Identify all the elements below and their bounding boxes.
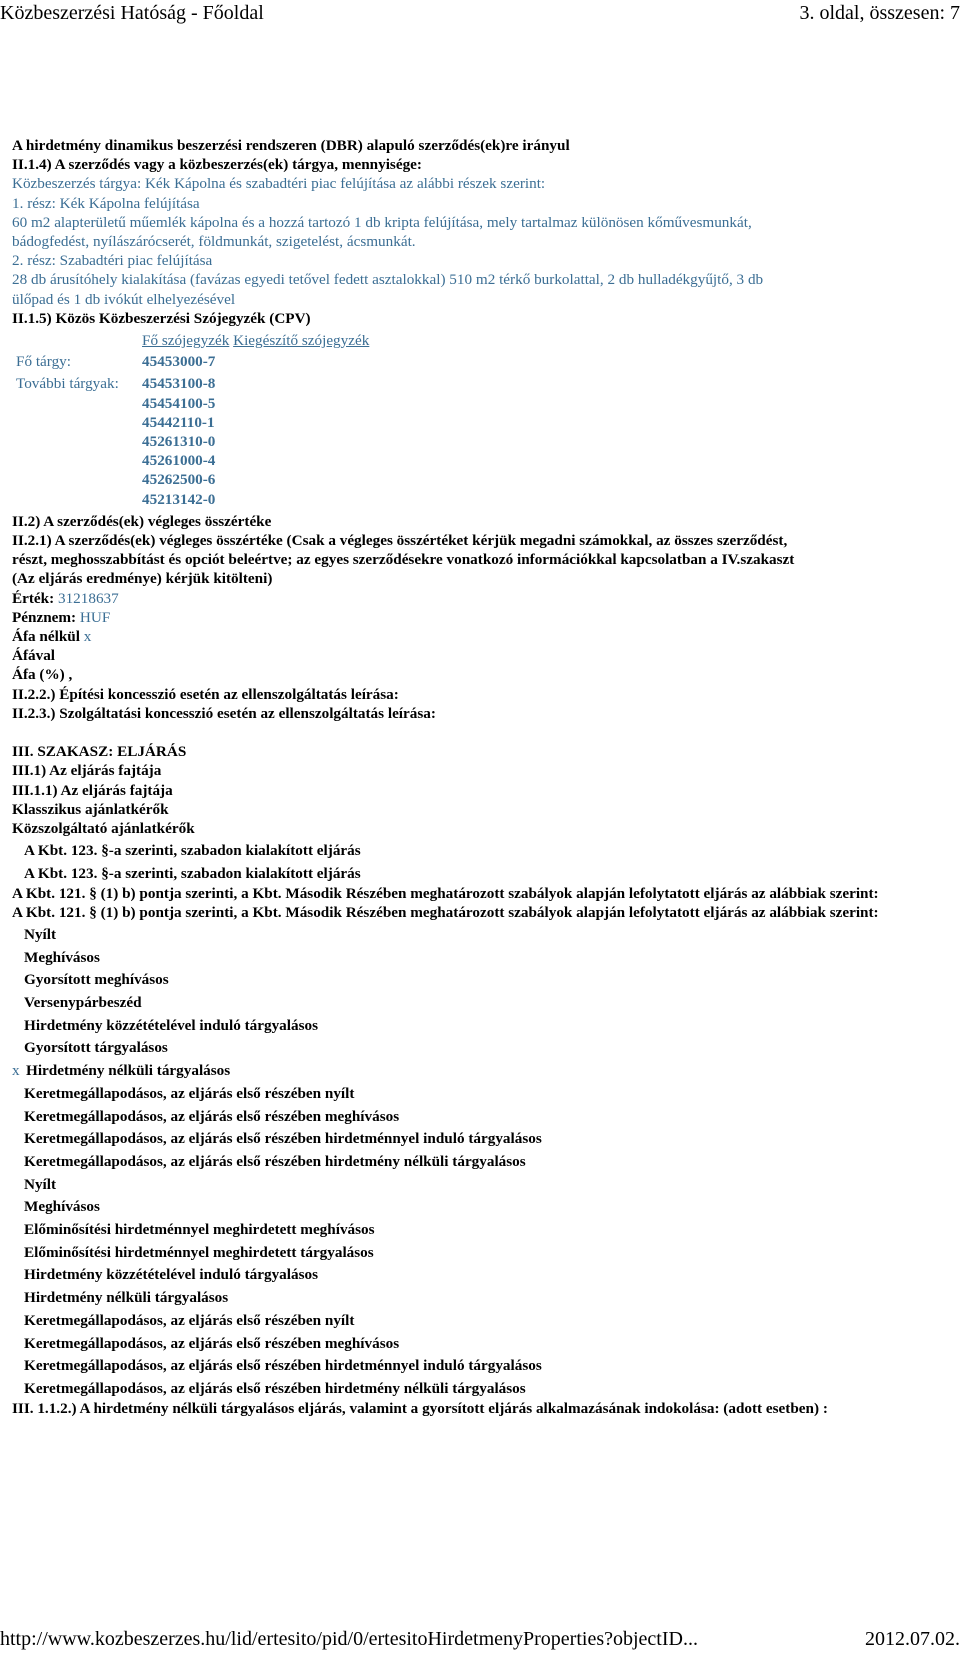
- vat-included-label: Áfával: [12, 647, 56, 665]
- value-amount: 31218637: [57, 589, 119, 607]
- section-iii-title: III. SZAKASZ: ELJÁRÁS: [12, 743, 187, 761]
- section-iii11: III.1.1) Az eljárás fajtája: [12, 781, 173, 799]
- procedure-option-selected: [12, 1061, 947, 1081]
- currency-value: HUF: [79, 608, 111, 626]
- section-ii14-title: II.1.4) A szerződés vagy a közbeszerzés(ek) tárgya, mennyisége:: [12, 156, 422, 174]
- procedure-option: Hirdetmény közzétételével induló tárgyalásos: [24, 1266, 318, 1284]
- utility-contracting-label: Közszolgáltató ajánlatkérők: [12, 819, 195, 837]
- procedure-option: Hirdetmény nélküli tárgyalásos: [24, 1289, 229, 1307]
- section-ii2-title: II.2) A szerződés(ek) végleges összértéke: [12, 512, 272, 530]
- cpv-title: II.1.5) Közös Közbeszerzési Szójegyzék (CPV): [12, 309, 311, 327]
- ii21-line: II.2.1) A szerződés(ek) végleges összértéke (Csak a végleges összértéket kérjük megadni számokkal, az összes szerződést,: [12, 532, 788, 550]
- spacer: [12, 723, 947, 742]
- procedure-option: Előminősítési hirdetménnyel meghirdetett tárgyalásos: [24, 1243, 374, 1261]
- print-header: [0, 0, 960, 34]
- value-row: [12, 589, 947, 608]
- header-title: Közbeszerzési Hatóság - Főoldal: [0, 2, 264, 24]
- vat-excluded-row: [12, 627, 947, 646]
- selected-mark: x: [12, 1062, 20, 1080]
- section-iii1: III.1) Az eljárás fajtája: [12, 762, 162, 780]
- cpv-other-codes: [142, 374, 215, 511]
- cpv-main-row: [16, 352, 215, 374]
- kbt121-paragraph: A Kbt. 121. § (1) b) pontja szerinti, a Kbt. Második Részében meghatározott szabályok alapján lefolytatott eljárás az alábbiak szerint:: [12, 884, 879, 902]
- kbt121-paragraph: A Kbt. 121. § (1) b) pontja szerinti, a Kbt. Második Részében meghatározott szabályok alapján lefolytatott eljárás az alábbiak szerint:: [12, 903, 879, 921]
- cpv-tabs: [12, 331, 947, 350]
- ii14-line: bádogfedést, nyílászárócserét, földmunkát, szigetelést, ácsmunkát.: [12, 233, 416, 251]
- procedure-option: Meghívásos: [24, 1198, 100, 1216]
- cpv-main-label: Fő tárgy:: [16, 353, 71, 371]
- procedure-option: Előminősítési hirdetménnyel meghirdetett meghívásos: [24, 1221, 375, 1239]
- cpv-other-label: További tárgyak:: [16, 375, 119, 393]
- cpv-supplementary-vocab-link[interactable]: Kiegészítő szójegyzék: [233, 332, 370, 350]
- procedure-option: Hirdetmény közzétételével induló tárgyalásos: [24, 1016, 318, 1034]
- document-body: [12, 136, 947, 1418]
- cpv-main-code: 45453000-7: [142, 353, 216, 371]
- procedure-option: Keretmegállapodásos, az eljárás első részében nyílt: [24, 1311, 355, 1329]
- procedure-option: Keretmegállapodásos, az eljárás első részében hirdetménnyel induló tárgyalásos: [24, 1357, 542, 1375]
- footer-url: http://www.kozbeszerzes.hu/lid/ertesito/pid/0/ertesitoHirdetmenyProperties?objectID...: [0, 1628, 698, 1650]
- procedure-option: A Kbt. 123. §-a szerinti, szabadon kialakított eljárás: [24, 842, 361, 860]
- cpv-other-row: [16, 374, 215, 511]
- value-label: Érték:: [12, 589, 55, 607]
- cpv-code: 45213142-0: [142, 490, 216, 508]
- procedure-option: Gyorsított meghívásos: [24, 971, 169, 989]
- cpv-code: 45261310-0: [142, 433, 216, 451]
- vat-excluded-mark: x: [83, 628, 92, 646]
- ii14-line: 1. rész: Kék Kápolna felújítása: [12, 194, 200, 212]
- ii14-line: Közbeszerzés tárgya: Kék Kápolna és szabadtéri piac felújítása az alábbi részek szerint:: [12, 175, 546, 193]
- dbr-heading: A hirdetmény dinamikus beszerzési rendszeren (DBR) alapuló szerződés(ek)re irányul: [12, 137, 570, 154]
- currency-label: Pénznem:: [12, 608, 77, 626]
- cpv-table: [16, 352, 215, 512]
- cpv-code: 45454100-5: [142, 394, 216, 412]
- procedure-option: A Kbt. 123. §-a szerinti, szabadon kialakított eljárás: [24, 864, 361, 882]
- procedure-option: Gyorsított tárgyalásos: [24, 1039, 168, 1057]
- ii21-line: részt, meghosszabbítást és opciót beleértve; az egyes szerződésekre vonatkozó információkkal kapcsolatban a IV.szakaszt: [12, 551, 795, 569]
- classic-contracting-label: Klasszikus ajánlatkérők: [12, 800, 169, 818]
- procedure-option: Keretmegállapodásos, az eljárás első részében hirdetmény nélküli tárgyalásos: [24, 1152, 526, 1170]
- vat-percent-label: Áfa (%) ,: [12, 666, 73, 684]
- procedure-option: Keretmegállapodásos, az eljárás első részében hirdetménnyel induló tárgyalásos: [24, 1130, 542, 1148]
- ii14-line: 60 m2 alapterületű műemlék kápolna és a hozzá tartozó 1 db kripta felújítása, mely tartalmaz különösen kőművesmunkát,: [12, 213, 752, 231]
- cpv-code: 45261000-4: [142, 452, 216, 470]
- header-page-number: 3. oldal, összesen: 7: [799, 2, 960, 24]
- ii21-line: (Az eljárás eredménye) kérjük kitölteni): [12, 570, 273, 588]
- procedure-option: Nyílt: [24, 1175, 57, 1193]
- procedure-label: Hirdetmény nélküli tárgyalásos: [26, 1062, 231, 1080]
- ii14-line: 2. rész: Szabadtéri piac felújítása: [12, 252, 213, 270]
- procedure-option: Versenypárbeszéd: [24, 994, 142, 1012]
- procedure-option: Meghívásos: [24, 948, 100, 966]
- procedure-option: Keretmegállapodásos, az eljárás első részében meghívásos: [24, 1107, 400, 1125]
- procedure-option: Nyílt: [24, 925, 57, 943]
- cpv-code: 45442110-1: [142, 413, 215, 431]
- ii14-line: ülőpad és 1 db ivókút elhelyezésével: [12, 290, 236, 308]
- footer-date: 2012.07.02.: [865, 1628, 960, 1650]
- section-ii22: II.2.2.) Építési koncesszió esetén az ellenszolgáltatás leírása:: [12, 685, 399, 703]
- cpv-code: 45453100-8: [142, 375, 216, 393]
- procedure-option: Keretmegállapodásos, az eljárás első részében meghívásos: [24, 1334, 400, 1352]
- vat-excluded-label: Áfa nélkül: [12, 628, 80, 646]
- procedure-option: Keretmegállapodásos, az eljárás első részében nyílt: [24, 1084, 355, 1102]
- currency-row: [12, 608, 947, 627]
- cpv-main-vocab-link[interactable]: Fő szójegyzék: [142, 332, 230, 350]
- section-iii112: III. 1.1.2.) A hirdetmény nélküli tárgyalásos eljárás, valamint a gyorsított eljárás alkalmazásának indokolása: (adott esetben) :: [12, 1399, 828, 1417]
- section-ii23: II.2.3.) Szolgáltatási koncesszió esetén az ellenszolgáltatás leírása:: [12, 704, 436, 722]
- ii14-line: 28 db árusítóhely kialakítása (favázas egyedi tetővel fedett asztalokkal) 510 m2 térkő burkolattal, 2 db hulladékgyűjtő, 3 db: [12, 271, 764, 289]
- procedure-option: Keretmegállapodásos, az eljárás első részében hirdetmény nélküli tárgyalásos: [24, 1379, 526, 1397]
- cpv-code: 45262500-6: [142, 471, 216, 489]
